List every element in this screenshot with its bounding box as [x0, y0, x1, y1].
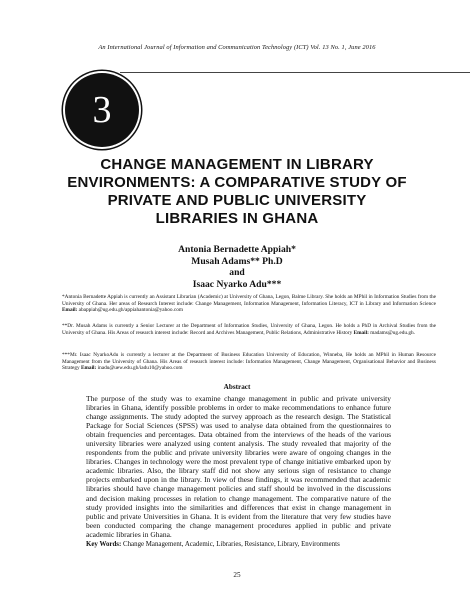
keywords-line — [86, 541, 416, 548]
abstract-body: The purpose of the study was to examine change management in public and private university libraries in Ghana, identify possible problems in order to make recommendations to enhance future change assignments. The study adopted the survey approach as the research design. The Statistical Package for Social Sciences (SPSS) was used to analyse data obtained from the questionnaires to obtain frequencies and percentages. Data obtained from the interviews of the heads of the various university libraries were analyzed using content analysis. The study revealed that majority of the respondents from the public and private university libraries were aware of ongoing changes in the libraries. Changes in technology were the most prevalent type of change initiative embarked upon by academic libraries. Also, the library staff did not show any serious sign of resistance to change projects embarked upon in the library. In view of these findings, it was recommended that academic libraries should have change management policies and staff should be involved in the discussions and decision making processes in relation to change management. The comparative nature of the study provided insights into the similarities and differences that exist in change management in public and private Universities in Ghana. It is evident from the literature that very few studies have been conducted comparing the change management procedures applied in public and private academic libraries in Ghana. — [86, 394, 391, 539]
affiliation-note — [62, 323, 436, 336]
title-line: ENVIRONMENTS: A COMPARATIVE STUDY OF — [67, 174, 407, 191]
page-number: 25 — [233, 571, 241, 579]
affiliation-note — [62, 352, 436, 372]
paper-title — [40, 156, 434, 228]
email-label: Email: — [353, 329, 369, 336]
chapter-number: 3 — [92, 89, 112, 131]
affiliation-text: **Dr. Musah Adams is currently a Senior Lecturer at the Department of Information Studies, University of Ghana, Legon. He holds a PhD in Archival Studies from the University of Ghana. His Areas of research interest include: Record and Archives Management, Public Relations, Administrative History — [62, 323, 436, 336]
author-list — [0, 244, 474, 290]
keywords-label: Key Words: — [86, 541, 122, 548]
affiliation-note — [62, 294, 436, 314]
title-line: LIBRARIES IN GHANA — [155, 210, 319, 227]
title-line: PRIVATE AND PUBLIC UNIVERSITY — [107, 192, 367, 209]
affiliation-text: *Antonia Bernadette Appiah is currently an Assistant Librarian (Academic) at University of Ghana, Legon, Balme Library. She holds an MPhil in Information Studies from the University of Ghana. Her areas of Research Interest include: Change Management, Information Management, Information Literacy, ICT in Library and Information Science — [62, 294, 436, 307]
author-name: Antonia Bernadette Appiah* — [178, 244, 296, 255]
author-name: Isaac Nyarko Adu*** — [192, 278, 282, 290]
abstract-heading: Abstract — [223, 383, 251, 391]
email-label: Email: — [62, 307, 78, 314]
chapter-badge — [65, 73, 139, 147]
email-address[interactable]: inadu@uew.edu.gh/iadu10@yahoo.com — [96, 365, 183, 372]
keywords-value: Change Management, Academic, Libraries, Resistance, Library, Environments — [121, 541, 340, 548]
journal-header: An International Journal of Information and Communication Technology (ICT) Vol. 13 No. 1, June 2016 — [98, 44, 376, 51]
email-address[interactable]: abappiah@ug.edu.gh/appiahantonia@yahoo.com — [77, 307, 183, 314]
title-line: CHANGE MANAGEMENT IN LIBRARY — [100, 156, 374, 173]
author-conjunction: and — [229, 267, 245, 279]
email-address[interactable]: madams@ug.edu.gh. — [368, 329, 415, 336]
header-rule — [120, 72, 470, 73]
email-label: Email: — [80, 365, 97, 372]
affiliation-text: ***Mr. Isaac NyarkoAdu is currently a lecturer at the Department of Business Education University of Education, Winneba, He holds an MPhil in Human Resource Management from the University of Ghana. His Areas of research interest include: Information Management, Change Management, Organisational Behavior and Business Strategy — [62, 352, 436, 372]
author-name: Musah Adams** Ph.D — [191, 255, 283, 267]
